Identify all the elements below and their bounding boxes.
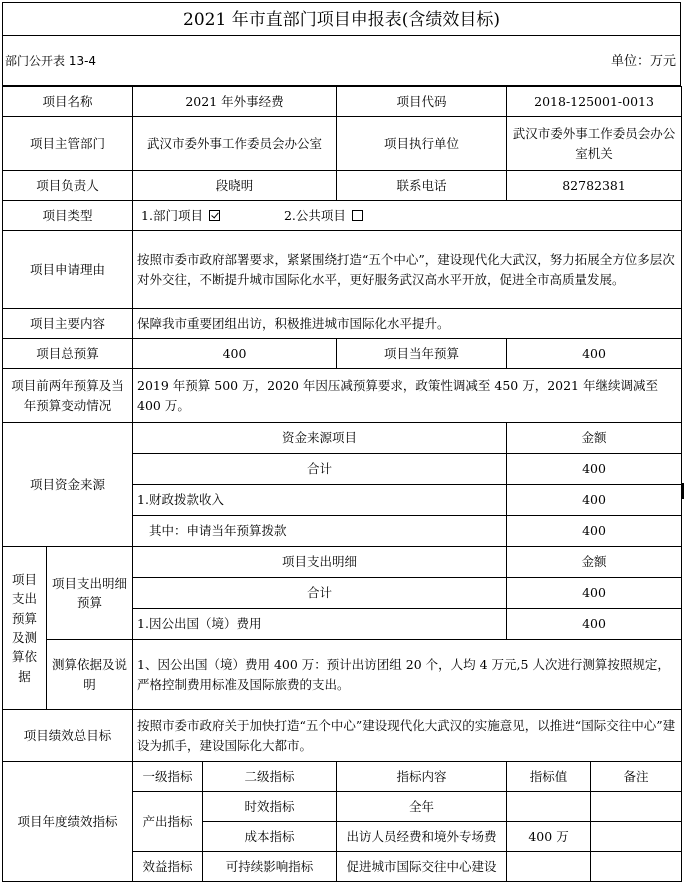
owner-value: 段晓明 <box>133 171 337 201</box>
expense-col-amount: 金额 <box>507 547 682 578</box>
dept-value: 武汉市委外事工作委员会办公室 <box>133 117 337 171</box>
indicator-h4: 指标值 <box>507 762 591 792</box>
goal-value: 按照市委市政府关于加快打造“五个中心”建设现代化大武汉的实施意见，以推进“国际交往中心”建设为抓手，建设国际化大都市。 <box>133 710 682 762</box>
phone-value: 82782381 <box>507 171 682 201</box>
indicator-h3: 指标内容 <box>337 762 507 792</box>
checkbox-empty-icon[interactable] <box>352 210 363 221</box>
total-budget-label: 项目总预算 <box>3 339 133 369</box>
year-budget-value: 400 <box>507 339 682 369</box>
form-number: 部门公开表 13-4 <box>5 54 97 68</box>
indicator-output: 产出指标 <box>133 792 203 852</box>
expense-item-travel-value: 400 <box>507 609 682 640</box>
budget-change-label: 项目前两年预算及当年预算变动情况 <box>3 369 133 423</box>
indicator-r2-content: 出访人员经费和境外专场费 <box>337 822 507 852</box>
indicator-r2-note <box>591 822 682 852</box>
indicator-r1-l2: 时效指标 <box>203 792 337 822</box>
indicator-r3-l2: 可持续影响指标 <box>203 852 337 882</box>
funding-item-annual: 其中：申请当年预算拨款 <box>133 516 507 547</box>
unit-label: 单位：万元 <box>610 54 676 69</box>
funding-total-value: 400 <box>507 454 682 485</box>
type-label: 项目类型 <box>3 201 133 231</box>
budget-change-value: 2019 年预算 500 万，2020 年因压减预算要求，政策性调减至 450 万，2021 年继续调减至 400 万。 <box>133 369 682 423</box>
exec-unit-value: 武汉市委外事工作委员会办公室机关 <box>507 117 682 171</box>
funding-col-item: 资金来源项目 <box>133 423 507 454</box>
project-code-value: 2018-125001-0013 <box>507 87 682 117</box>
funding-source-label: 项目资金来源 <box>3 423 133 547</box>
funding-item-fiscal: 1.财政拨款收入 <box>133 485 507 516</box>
type-option-public: 2.公共项目 <box>283 207 346 223</box>
type-options <box>133 201 682 231</box>
basis-label: 测算依据及说明 <box>47 640 133 710</box>
type-option-dept: 1.部门项目 <box>141 207 203 223</box>
exec-unit-label: 项目执行单位 <box>337 117 507 171</box>
indicator-h5: 备注 <box>591 762 682 792</box>
project-name-value: 2021 年外事经费 <box>133 87 337 117</box>
funding-item-fiscal-value: 400 <box>507 485 682 516</box>
indicator-r3-note <box>591 852 682 882</box>
dept-label: 项目主管部门 <box>3 117 133 171</box>
indicator-r3-value <box>507 852 591 882</box>
project-application-table <box>2 86 682 882</box>
project-name-label: 项目名称 <box>3 87 133 117</box>
indicator-r3-content: 促进城市国际交往中心建设 <box>337 852 507 882</box>
indicator-r1-content: 全年 <box>337 792 507 822</box>
indicator-r1-value <box>507 792 591 822</box>
form-subheader <box>2 36 681 86</box>
expense-detail-label: 项目支出明细预算 <box>47 547 133 640</box>
text-cursor-mark <box>682 483 684 499</box>
reason-value: 按照市委市政府部署要求，紧紧围绕打造“五个中心”，建设现代化大武汉，努力拓展全方位多层次对外交往，不断提升城市国际化水平，更好服务武汉高水平开放，促进全市高质量发展。 <box>133 231 682 309</box>
content-label: 项目主要内容 <box>3 309 133 339</box>
content-value: 保障我市重要团组出访，积极推进城市国际化水平提升。 <box>133 309 682 339</box>
expense-total-value: 400 <box>507 578 682 609</box>
goal-label: 项目绩效总目标 <box>3 710 133 762</box>
project-code-label: 项目代码 <box>337 87 507 117</box>
indicators-label: 项目年度绩效指标 <box>3 762 133 882</box>
form-title: 2021 年市直部门项目申报表(含绩效目标) <box>2 2 681 36</box>
indicator-r2-l2: 成本指标 <box>203 822 337 852</box>
indicator-benefit: 效益指标 <box>133 852 203 882</box>
basis-value: 1、因公出国（境）费用 400 万：预计出访团组 20 个，人均 4 万元,5 人次进行测算按照规定，严格控制费用标准及国际旅费的支出。 <box>133 640 682 710</box>
checkbox-checked-icon[interactable] <box>209 210 220 221</box>
indicator-r1-note <box>591 792 682 822</box>
funding-total-label: 合计 <box>133 454 507 485</box>
year-budget-label: 项目当年预算 <box>337 339 507 369</box>
reason-label: 项目申请理由 <box>3 231 133 309</box>
owner-label: 项目负责人 <box>3 171 133 201</box>
expense-total-label: 合计 <box>133 578 507 609</box>
indicator-r2-value: 400 万 <box>507 822 591 852</box>
phone-label: 联系电话 <box>337 171 507 201</box>
funding-item-annual-value: 400 <box>507 516 682 547</box>
expense-outer-label: 项目支出预算及测算依据 <box>3 547 47 710</box>
expense-col-item: 项目支出明细 <box>133 547 507 578</box>
expense-item-travel: 1.因公出国（境）费用 <box>133 609 507 640</box>
funding-col-amount: 金额 <box>507 423 682 454</box>
indicator-h2: 二级指标 <box>203 762 337 792</box>
total-budget-value: 400 <box>133 339 337 369</box>
indicator-h1: 一级指标 <box>133 762 203 792</box>
